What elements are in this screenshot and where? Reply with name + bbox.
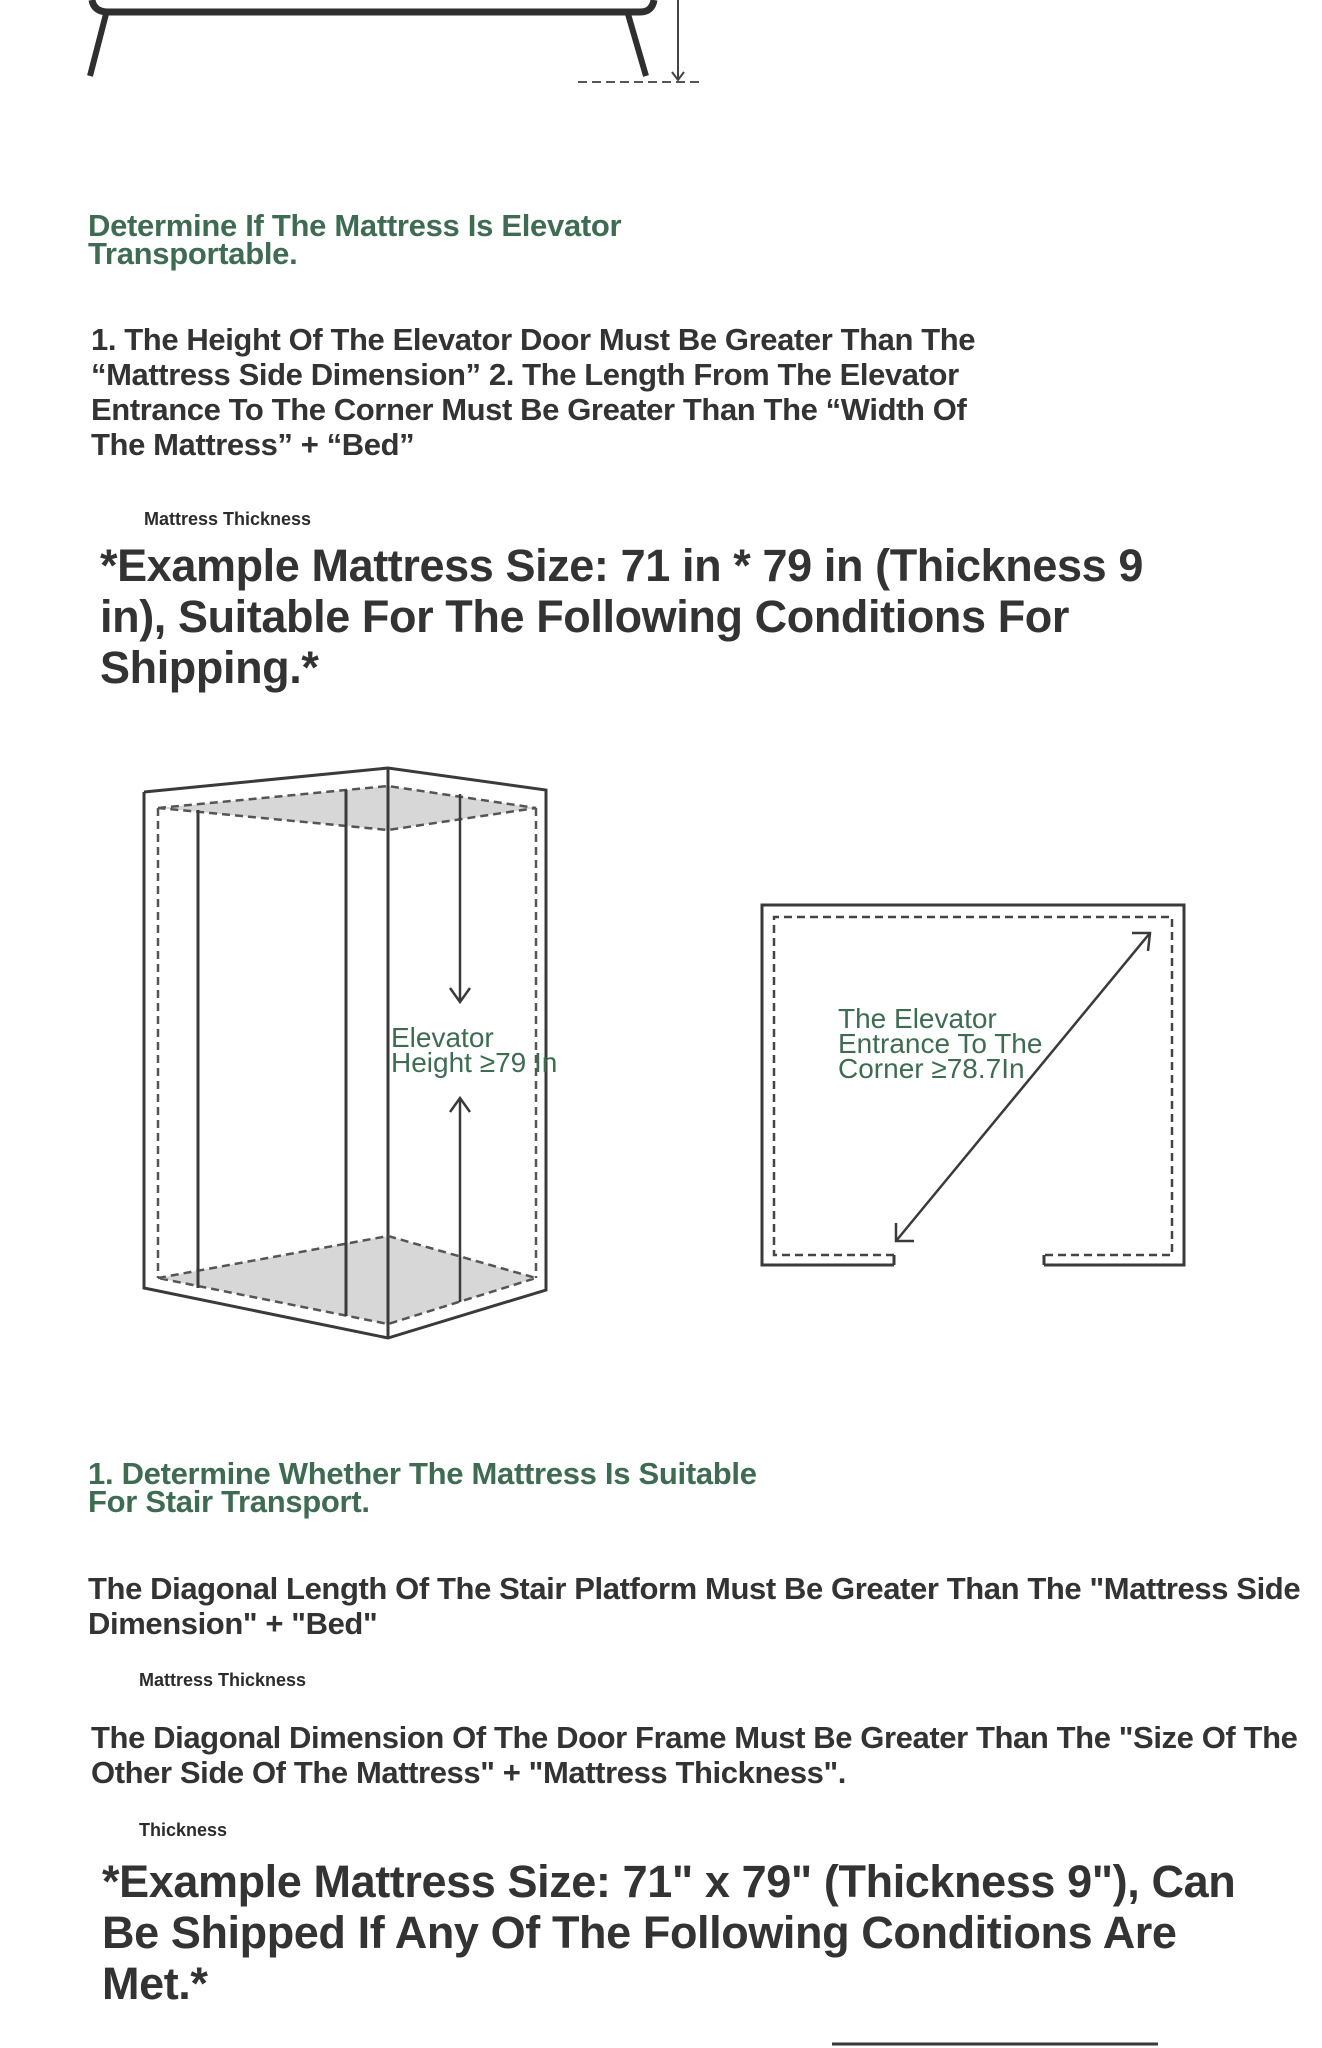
elevator-section-heading: Determine If The Mattress Is Elevator Transportable. — [88, 208, 622, 271]
stair-criteria-text: The Diagonal Length Of The Stair Platform Must Be Greater Than The "Mattress Side Dimension" + "Bed" — [88, 1571, 1301, 1641]
mattress-thickness-label: Mattress Thickness — [144, 509, 312, 529]
bed-frame-illustration — [80, 0, 720, 95]
elevator-criteria-text: 1. The Height Of The Elevator Door Must Be Greater Than The “Mattress Side Dimension” 2. The Length From The Elevator Entrance To The Corner Must Be Greater Than The “Width Of The Mattress” + “Bed” — [91, 322, 976, 462]
elevator-example-text: *Example Mattress Size: 71 in * 79 in (Thickness 9 in), Suitable For The Following Conditions For Shipping.* — [100, 540, 1143, 693]
stair-section-heading: 1. Determine Whether The Mattress Is Suitable For Stair Transport. — [88, 1456, 757, 1519]
stair-example-text: *Example Mattress Size: 71" x 79" (Thickness 9"), Can Be Shipped If Any Of The Following Conditions Are Met.* — [102, 1856, 1236, 2009]
door-frame-criteria-text: The Diagonal Dimension Of The Door Frame Must Be Greater Than The "Size Of The Other Side Of The Mattress" + "Mattress Thickness". — [91, 1720, 1298, 1790]
elevator-corner-label: The Elevator Entrance To The Corner ≥78.7In — [838, 1003, 1043, 1084]
elevator-height-label: Elevator Height ≥79 In — [391, 1022, 558, 1078]
thickness-label: Thickness — [139, 1820, 228, 1840]
next-diagram-edge — [830, 2040, 1160, 2048]
elevator-corner-diagram — [752, 895, 1192, 1275]
stair-thickness-label: Mattress Thickness — [139, 1670, 307, 1690]
